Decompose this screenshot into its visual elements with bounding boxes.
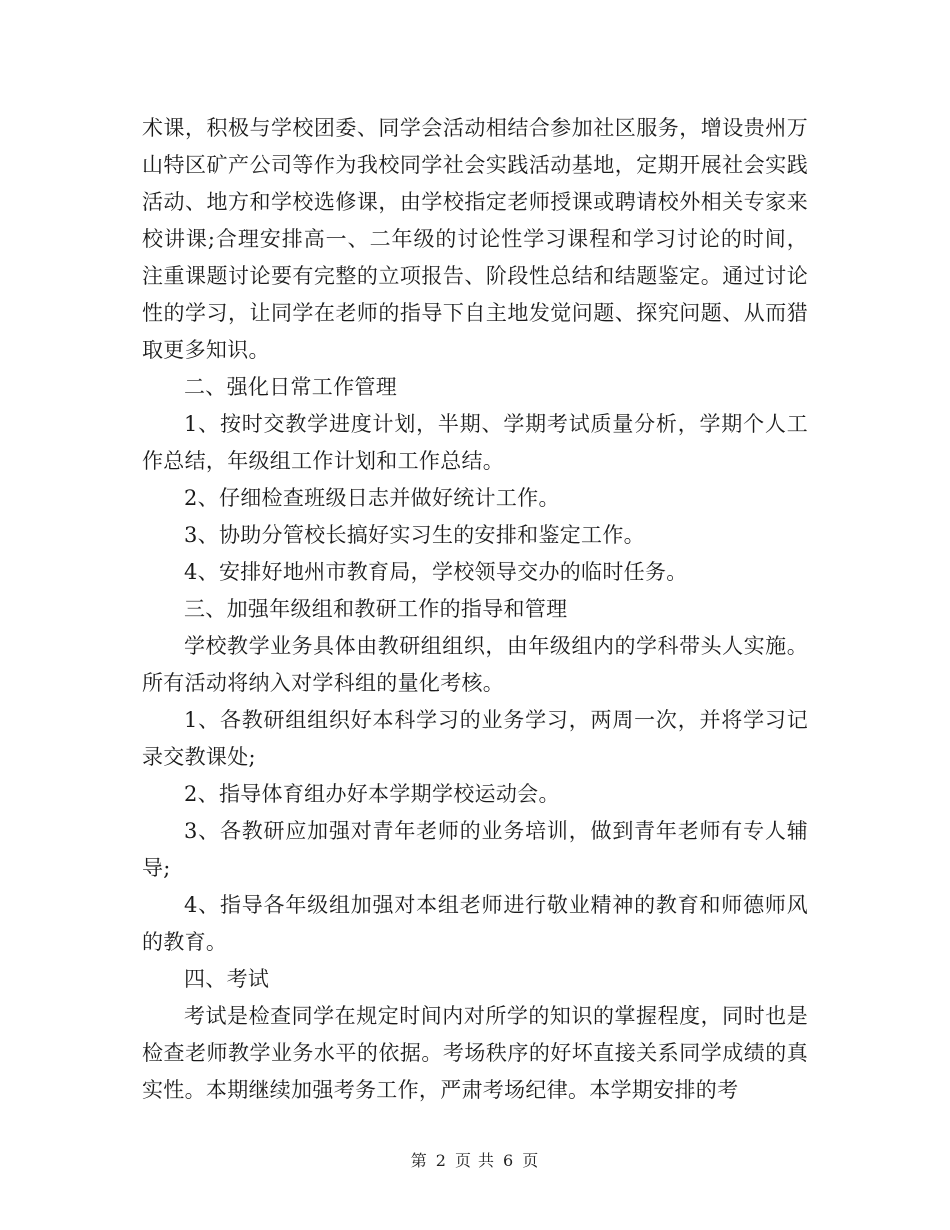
page-footer xyxy=(0,1148,950,1171)
list-item-2-4: 4、安排好地州市教育局，学校领导交办的临时任务。 xyxy=(184,560,688,584)
footer-prefix: 第 xyxy=(410,1151,428,1170)
footer-suffix: 页 xyxy=(522,1151,540,1170)
footer-total-pages: 6 xyxy=(503,1151,515,1170)
list-item-3-4: 4、指导各年级组加强对本组老师进行敬业精神的教育和师德师风的教育。 xyxy=(142,893,808,954)
list-item-2-3: 3、协助分管校长搞好实习生的安排和鉴定工作。 xyxy=(184,523,645,547)
list-item-2-2: 2、仔细检查班级日志并做好统计工作。 xyxy=(184,486,560,510)
page-body xyxy=(142,110,808,1109)
footer-current-page: 2 xyxy=(435,1151,447,1170)
section-heading-4: 四、考试 xyxy=(184,967,270,991)
section-heading-2: 二、强化日常工作管理 xyxy=(184,375,397,399)
footer-middle: 页 共 xyxy=(454,1151,496,1170)
paragraph-section-3-intro: 学校教学业务具体由教研组组织，由年级组内的学科带头人实施。所有活动将纳入对学科组的量化考核。 xyxy=(142,634,808,695)
section-heading-3: 三、加强年级组和教研工作的指导和管理 xyxy=(184,597,568,621)
paragraph-section-4-intro: 考试是检查同学在规定时间内对所学的知识的掌握程度，同时也是检查老师教学业务水平的依据。考场秩序的好坏直接关系同学成绩的真实性。本期继续加强考务工作，严肃考场纪律。本学期安排的考 xyxy=(142,1004,808,1102)
list-item-3-1: 1、各教研组组织好本科学习的业务学习，两周一次，并将学习记录交教课处; xyxy=(142,708,808,769)
list-item-2-1: 1、按时交教学进度计划，半期、学期考试质量分析，学期个人工作总结，年级组工作计划和工作总结。 xyxy=(142,412,808,473)
list-item-3-2: 2、指导体育组办好本学期学校运动会。 xyxy=(184,782,560,806)
list-item-3-3: 3、各教研应加强对青年老师的业务培训，做到青年老师有专人辅导; xyxy=(142,819,808,880)
paragraph-continued-text: 术课，积极与学校团委、同学会活动相结合参加社区服务，增设贵州万山特区矿产公司等作为我校同学社会实践活动基地，定期开展社会实践活动、地方和学校选修课，由学校指定老师授课或聘请校外相关专家来校讲课;合理安排高一、二年级的讨论性学习课程和学习讨论的时间，注重课题讨论要有完整的立项报告、阶段性总结和结题鉴定。通过讨论性的学习，让同学在老师的指导下自主地发觉问题、探究问题、从而猎取更多知识。 xyxy=(142,116,808,362)
